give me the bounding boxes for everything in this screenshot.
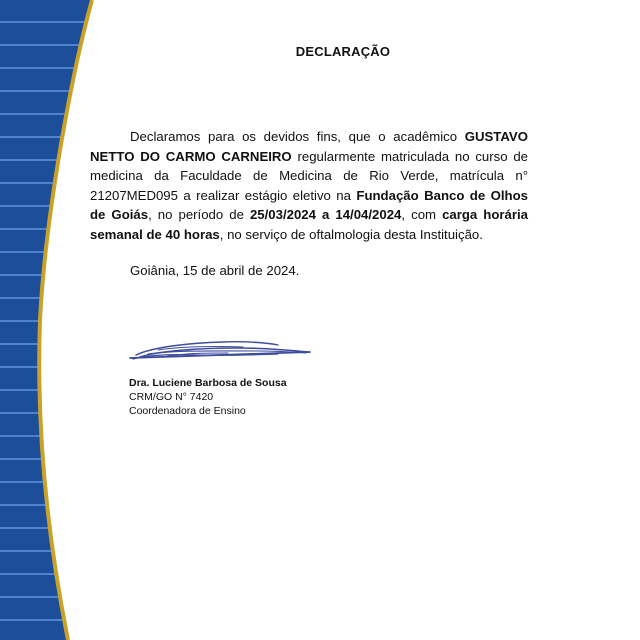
student-name: GUSTAVO NETTO DO CARMO CARNEIRO bbox=[90, 129, 528, 164]
handwritten-signature bbox=[128, 335, 313, 367]
body-text-4: , com bbox=[401, 207, 443, 222]
weekly-workload: carga horária semanal de 40 horas bbox=[90, 207, 529, 242]
body-text-5: , no serviço de oftalmologia desta Instituição. bbox=[219, 226, 483, 242]
signer-name: Dra. Luciene Barbosa de Sousa bbox=[129, 377, 287, 389]
signature-block bbox=[129, 376, 287, 418]
body-text-1: Declaramos para os devidos fins, que o acadêmico bbox=[130, 129, 465, 144]
institution-name: Fundação Banco de Olhos de Goiás bbox=[90, 187, 528, 222]
declaration-paragraph bbox=[90, 127, 528, 244]
document-title: DECLARAÇÃO bbox=[295, 44, 391, 59]
blue-band-shape bbox=[0, 0, 92, 640]
signer-role: Coordenadora de Ensino bbox=[129, 405, 246, 417]
signer-registration: CRM/GO N° 7420 bbox=[129, 391, 214, 403]
place-and-date: Goiânia, 15 de abril de 2024. bbox=[130, 263, 300, 278]
body-text-2: regularmente matriculada no curso de medicina da Faculdade de Medicina de Rio Verde, matrícula n° 21207MED095 a realizar estágio eletivo na bbox=[90, 148, 529, 203]
decorative-side-band bbox=[0, 0, 110, 640]
body-text-3: , no período de bbox=[148, 207, 250, 222]
internship-period: 25/03/2024 a 14/04/2024 bbox=[249, 207, 402, 222]
